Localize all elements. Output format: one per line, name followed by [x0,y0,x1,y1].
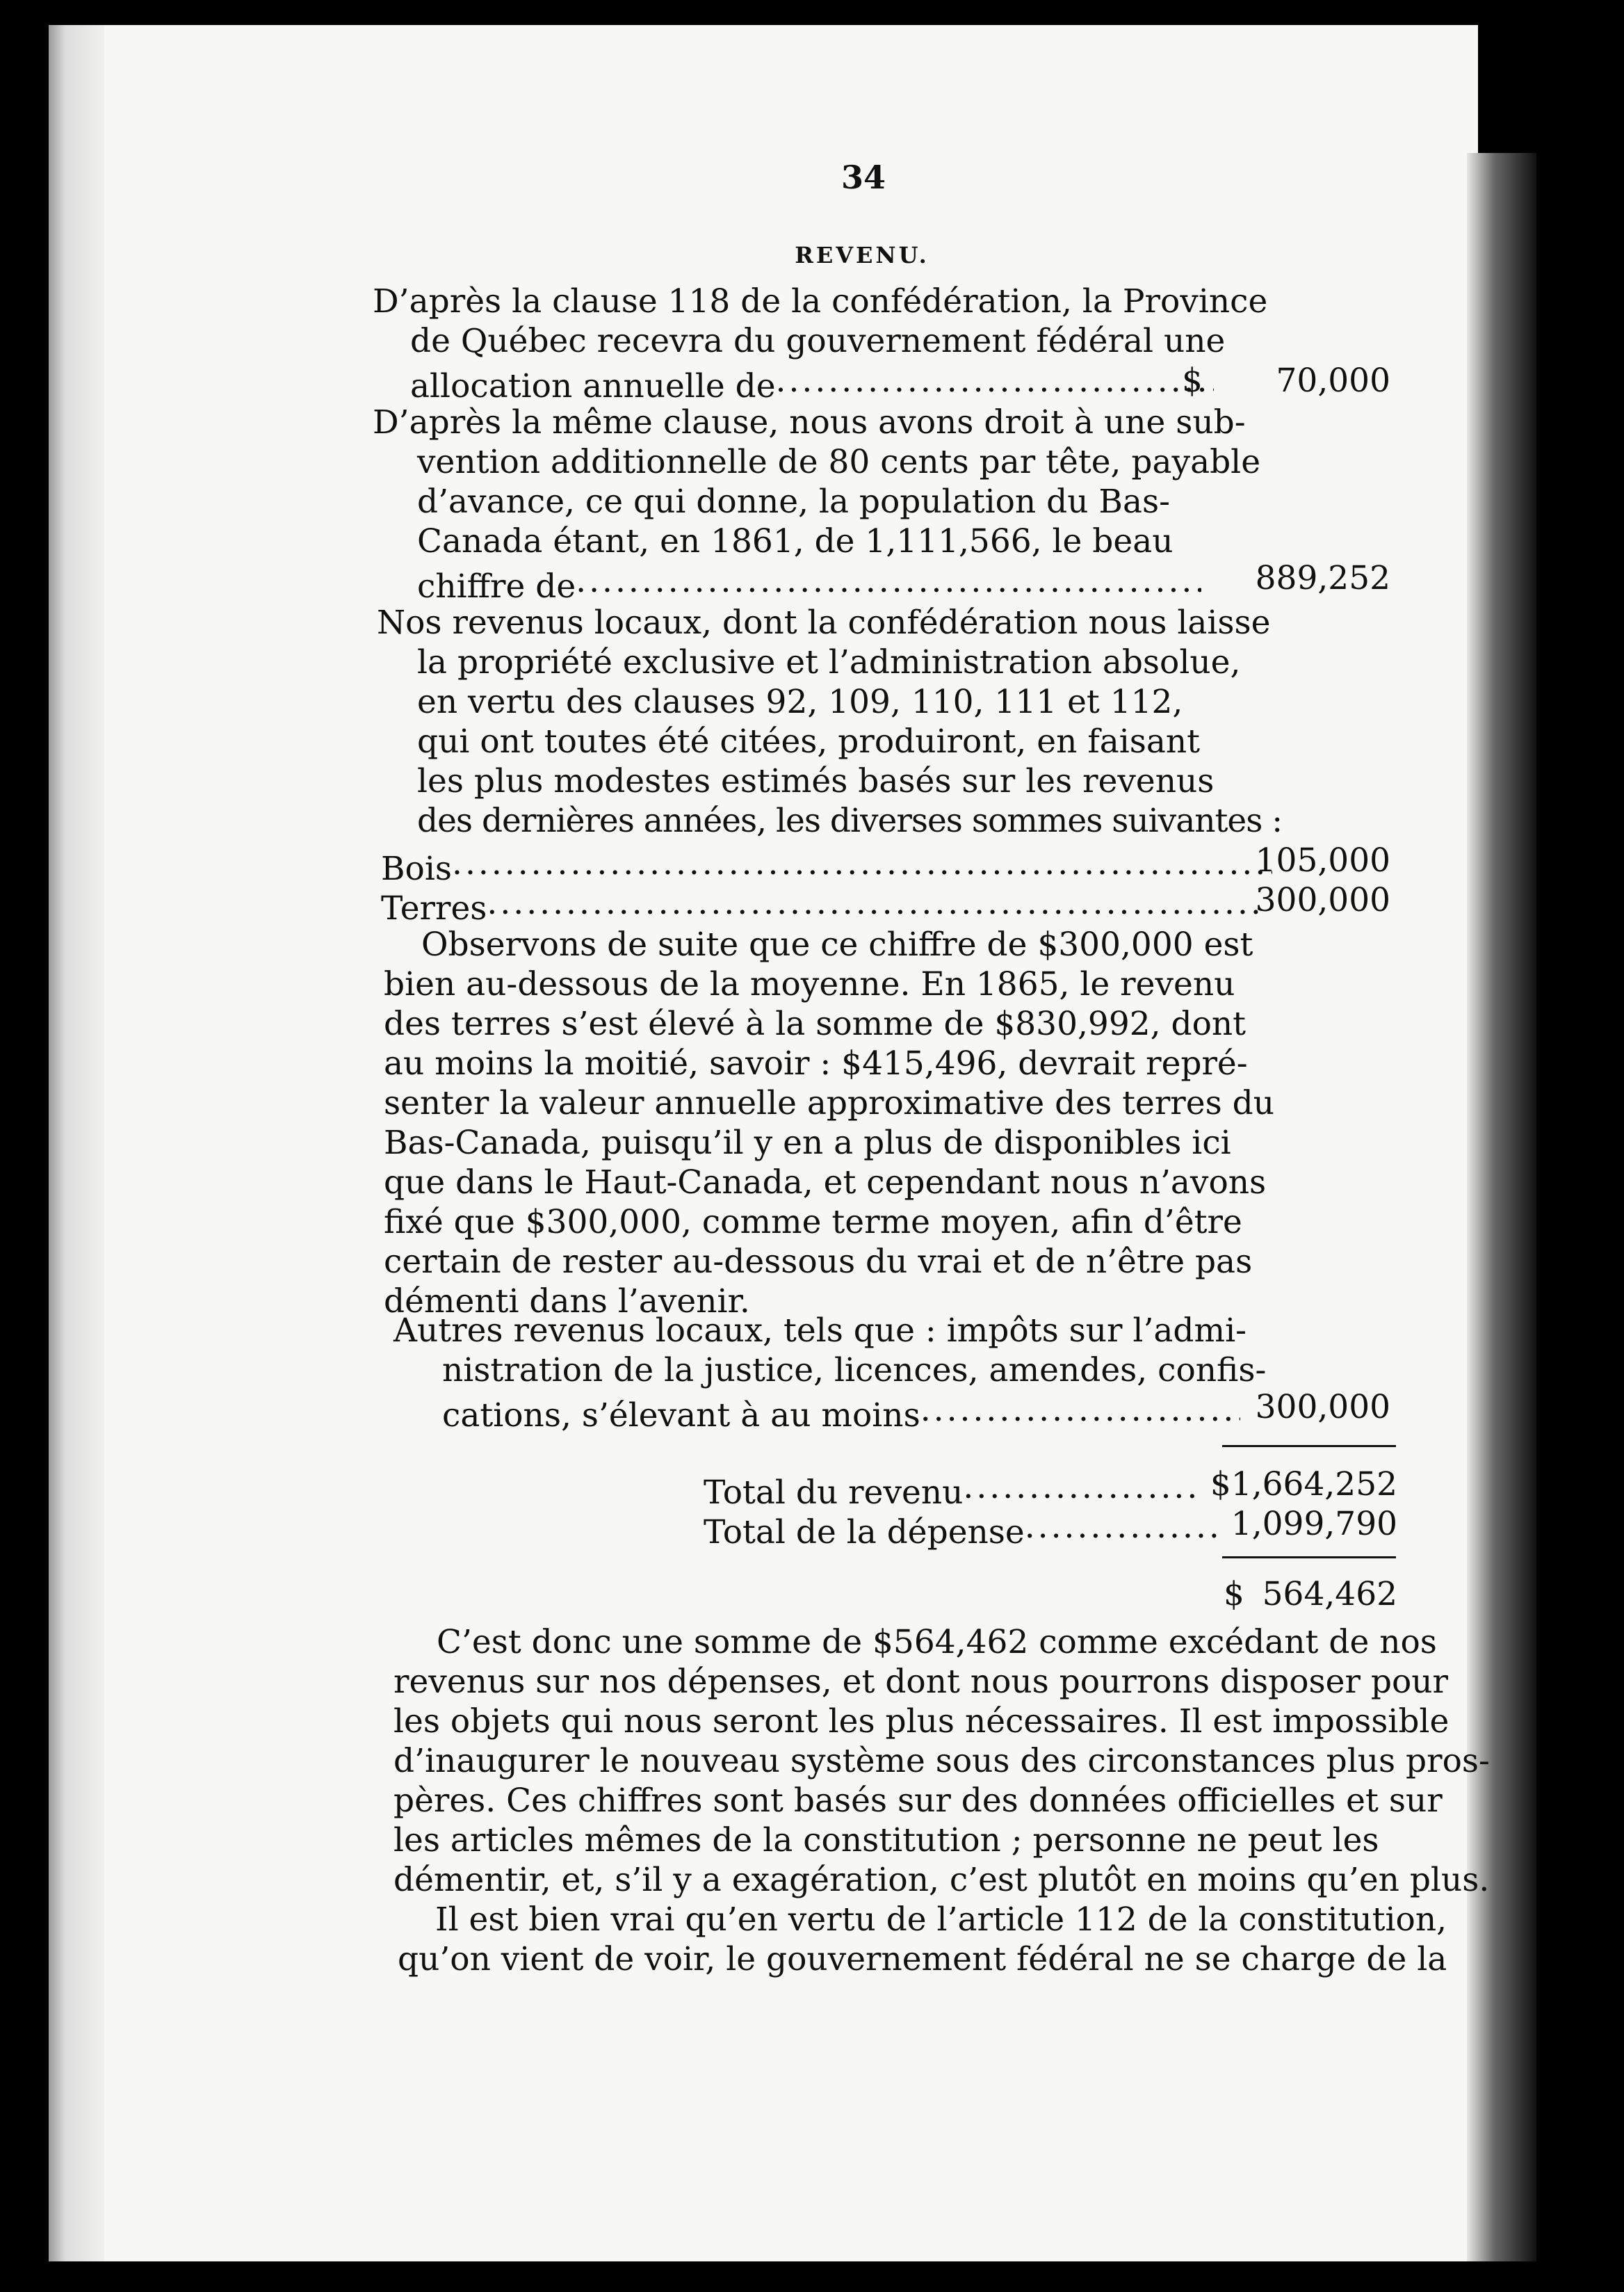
text-line: cations, s’élevant à au moins..... [442,1394,1240,1432]
text-line: que dans le Haut-Canada, et cependant nous n’avons [384,1163,1267,1202]
page-number: 34 [841,159,886,196]
text-line: en vertu des clauses 92, 109, 110, 111 et 112, [417,683,1183,721]
text-line: D’après la clause 118 de la confédération, la Province [373,282,1268,321]
text-line: qui ont toutes été citées, produiront, en faisant [417,723,1201,761]
section-heading: REVENU. [795,242,929,268]
text-line: revenus sur nos dépenses, et dont nous pourrons disposer pour [393,1663,1448,1701]
amount-allocation: 70,000 [1276,362,1390,400]
surplus-amount: 564,462 [1262,1575,1397,1613]
amount-terres: 300,000 [1255,881,1390,919]
amount-bois: 105,000 [1255,841,1390,880]
text-line: D’après la même clause, nous avons droit à une sub- [373,403,1246,442]
total-revenue-row: Total du revenu..... [704,1471,1199,1509]
text-line: les objets qui nous seront les plus nécessaires. Il est impossible [393,1702,1450,1741]
text-line: de Québec recevra du gouvernement fédéral une [410,322,1226,360]
text-line: bien au-dessous de la moyenne. En 1865, le revenu [384,965,1235,1003]
page-left-edge [49,25,104,2261]
terres-row: Terres..... [381,887,1265,925]
text-line: allocation annuelle de..... [410,364,1214,403]
text-line: démenti dans l’avenir. [384,1282,750,1321]
bois-row: Bois..... [381,847,1272,885]
text-line: des dernières années, les diverses sommes suivantes : [417,802,1283,840]
text-line: fixé que $300,000, comme terme moyen, afin d’être [384,1203,1242,1241]
text-line: démentir, et, s’il y a exagération, c’est plutôt en moins qu’en plus. [393,1861,1490,1899]
text-line: chiffre de..... [417,565,1201,603]
text-line: les plus modestes estimés basés sur les revenus [417,762,1215,800]
text-line: Autres revenus locaux, tels que : impôts sur l’admi- [393,1312,1247,1350]
text-line: au moins la moitié, savoir : $415,496, devrait repré- [384,1044,1248,1083]
page-binding-shadow [1467,153,1536,2261]
text-line: Bas-Canada, puisqu’il y en a plus de disponibles ici [384,1124,1231,1162]
amount-autres: 300,000 [1255,1388,1390,1426]
text-line: vention additionnelle de 80 cents par tête, payable [417,443,1261,481]
total-revenue-amount: $1,664,252 [1210,1465,1397,1503]
sum-rule [1222,1445,1396,1447]
text-line: d’avance, ce qui donne, la population du Bas- [417,483,1170,521]
text-line: qu’on vient de voir, le gouvernement fédéral ne se charge de la [398,1940,1447,1978]
total-expense-amount: 1,099,790 [1231,1505,1397,1543]
text-line: C’est donc une somme de $564,462 comme excédant de nos [437,1623,1437,1661]
text-line: senter la valeur annuelle approximative des terres du [384,1084,1275,1122]
text-line: Il est bien vrai qu’en vertu de l’article 112 de la constitution, [435,1900,1447,1939]
text-line: pères. Ces chiffres sont basés sur des données officielles et sur [393,1782,1443,1820]
difference-rule [1222,1556,1396,1558]
currency-sign: $ [1182,362,1203,400]
text-line: Nos revenus locaux, dont la confédération nous laisse [377,604,1271,642]
amount-subvention: 889,252 [1255,559,1390,597]
text-line: Observons de suite que ce chiffre de $300,000 est [421,926,1253,964]
text-line: d’inaugurer le nouveau système sous des circonstances plus pros- [393,1742,1490,1780]
text-line: Canada étant, en 1861, de 1,111,566, le beau [417,522,1174,560]
text-line: les articles mêmes de la constitution ; personne ne peut les [393,1821,1379,1859]
text-line: certain de rester au-dessous du vrai et de n’être pas [384,1243,1253,1281]
total-expense-row: Total de la dépense..... [704,1510,1219,1549]
text-line: nistration de la justice, licences, amendes, confis- [442,1351,1267,1389]
text-line: des terres s’est élevé à la somme de $830,992, dont [384,1005,1247,1043]
text-line: la propriété exclusive et l’administration absolue, [417,643,1241,681]
currency-sign: $ [1224,1575,1244,1613]
